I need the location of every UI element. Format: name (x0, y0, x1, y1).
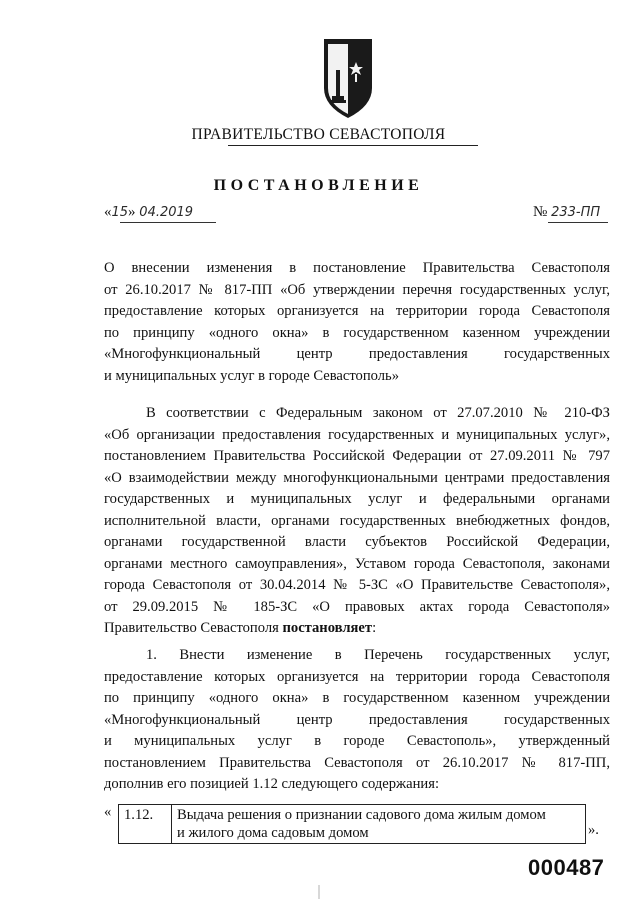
subject-line: «Многофункциональный центр предоставления государственных (104, 346, 610, 362)
date-month-year: 04.2019 (139, 205, 194, 220)
resolves-keyword: постановляет (282, 620, 373, 636)
subject-line: по принципу «одного окна» в государственном казенном учреждении (104, 324, 610, 341)
item1-line: по принципу «одного окна» в государственном казенном учреждении (104, 690, 610, 706)
item1-line: 1. Внести изменение в Перечень государственных услуг, (146, 647, 610, 663)
table-open-quote: « (104, 804, 112, 820)
number-underline (548, 222, 608, 223)
subject-line: от 26.10.2017 № 817-ПП «Об утверждении перечня государственных услуг, (104, 281, 610, 298)
item1-line: «Многофункциональный центр предоставления государственных (104, 711, 610, 728)
position-number: 1.12. (119, 805, 172, 844)
preamble-line: государственных и муниципальных услуг и федеральными органами (104, 491, 610, 507)
date-open-quote: « (104, 204, 112, 220)
government-name-underline (228, 145, 478, 146)
document-serial-number: 000487 (528, 855, 605, 880)
preamble-line: «Об организации предоставления государственных и муниципальных услуг», (104, 426, 610, 443)
preamble-line: исполнительной власти, органами государственных внебюджетных фондов, (104, 512, 610, 529)
government-name: ПРАВИТЕЛЬСТВО СЕВАСТОПОЛЯ (191, 126, 446, 143)
item1-line: предоставление которых организуется на территории города Севастополя (104, 668, 610, 685)
preamble-line: постановлением Правительства Российской Федерации от 27.09.2011 № 797 (104, 448, 610, 464)
decree-date (104, 204, 193, 221)
position-text (172, 805, 586, 844)
position-text-line: и жилого дома садовым домом (177, 825, 369, 841)
date-day: 15 (111, 205, 129, 220)
preamble-line: города Севастополя от 30.04.2014 № 5-ЗС «О Правительстве Севастополя», (104, 577, 610, 593)
preamble-line: органами местного самоуправления», Уставом города Севастополя, законами (104, 555, 610, 572)
subject-line: предоставление которых организуется на территории города Севастополя (104, 303, 610, 319)
number-value: 233-ПП (551, 205, 601, 220)
decree-number (533, 204, 600, 221)
table-close-quote: ». (588, 822, 599, 838)
number-prefix: № (533, 204, 548, 220)
item1-line: и муниципальных услуг в городе Севастополь», утвержденный (104, 733, 610, 749)
table-row (119, 805, 586, 844)
sevastopol-coat-of-arms-emblem (318, 36, 378, 120)
preamble-line: В соответствии с Федеральным законом от 27.07.2010 № 210-ФЗ (146, 405, 610, 421)
preamble-line: «О взаимодействии между многофункциональными центрами предоставления (104, 469, 610, 486)
date-close-quote: » (128, 204, 136, 220)
subject-line: О внесении изменения в постановление Правительства Севастополя (104, 260, 610, 276)
decree-item-1 (104, 645, 610, 796)
preamble-final-text: Правительство Севастополя (104, 620, 283, 636)
decree-subject (104, 258, 610, 387)
inserted-position-table (118, 804, 586, 844)
decree-title: ПОСТАНОВЛЕНИЕ (213, 177, 424, 194)
scan-mark (318, 885, 320, 899)
decree-preamble (104, 403, 610, 640)
item1-line: постановлением Правительства Севастополя от 26.10.2017 № 817-ПП, (104, 754, 610, 771)
position-text-line: Выдача решения о признании садового дома жилым домом (177, 807, 546, 823)
preamble-line: от 29.09.2015 № 185-ЗС «О правовых актах города Севастополя» (104, 598, 610, 615)
date-underline (120, 222, 216, 223)
preamble-line: органами государственной власти субъектов Российской Федерации, (104, 534, 610, 550)
item1-line: дополнив его позицией 1.12 следующего содержания: (104, 776, 440, 792)
subject-line: и муниципальных услуг в городе Севастополь» (104, 367, 399, 384)
preamble-final-colon: : (372, 620, 377, 636)
preamble-final-line (104, 618, 610, 640)
